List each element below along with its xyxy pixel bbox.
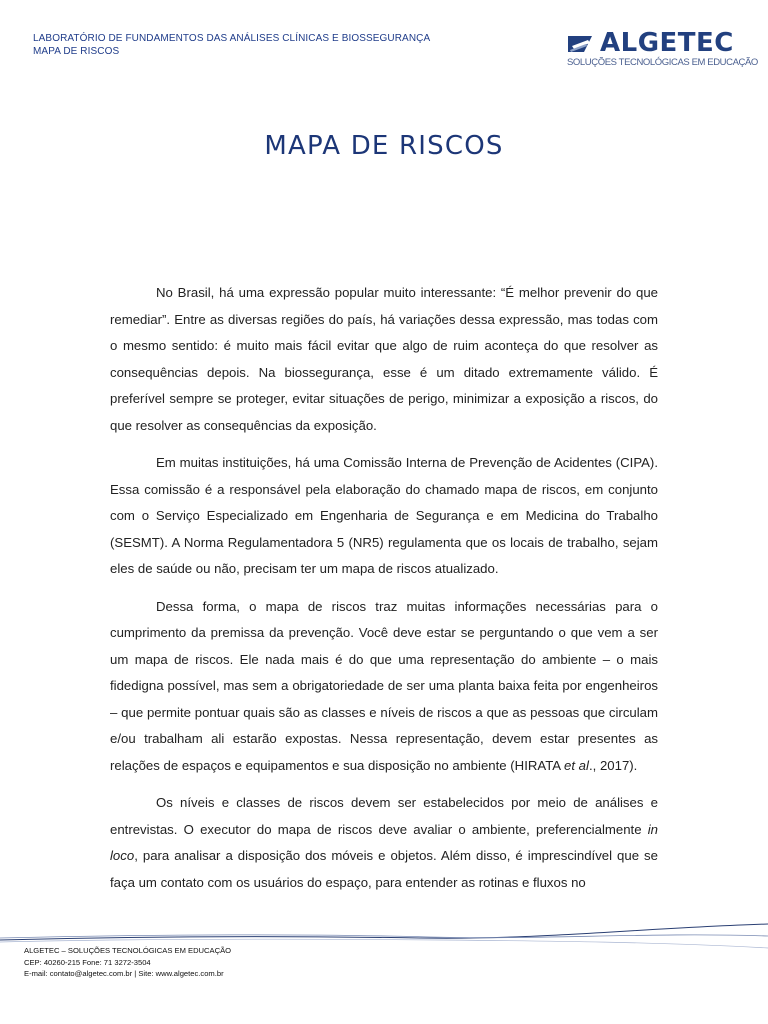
document-body: [110, 280, 658, 896]
paragraph-4: [110, 790, 658, 896]
page-title: MAPA DE RISCOS: [264, 131, 504, 161]
footer-address: CEP: 40260-215 Fone: 71 3272-3504: [24, 957, 151, 967]
citation-italic: et al: [564, 757, 589, 773]
footer-company: ALGETEC – SOLUÇÕES TECNOLÓGICAS EM EDUCAÇÃO: [24, 946, 232, 955]
paragraph-1: No Brasil, há uma expressão popular muito interessante: “É melhor prevenir do que remediar”. Entre as diversas regiões do país, há variações dessa expressão, mas todas com o mesmo sentido: é muito mais fácil evitar que algo de ruim aconteça do que resolver as consequências depois. Na biossegurança, esse é um ditado extremamente válido. É preferível sempre se proteger, evitar situações de perigo, minimizar a exposição a riscos, do que resolver as consequências da exposição.: [110, 285, 658, 433]
logo-wordmark: ALGETEC: [600, 28, 734, 58]
paragraph-2: Em muitas instituições, há uma Comissão Interna de Prevenção de Acidentes (CIPA). Essa comissão é a responsável pela elaboração do chamado mapa de riscos, em conjunto com o Serviço Especializado em Engenharia de Segurança e em Medicina do Trabalho (SESMT). A Norma Regulamentadora 5 (NR5) regulamenta que os locais de trabalho, sejam eles de saúde ou não, precisam ter um mapa de riscos atualizado.: [110, 455, 658, 576]
document-footer: [24, 945, 231, 980]
header-course-title: LABORATÓRIO DE FUNDAMENTOS DAS ANÁLISES CLÍNICAS E BIOSSEGURANÇA: [33, 33, 431, 44]
footer-contact: E-mail: contato@algetec.com.br | Site: www.algetec.com.br: [24, 969, 224, 978]
paragraph-3-text: Dessa forma, o mapa de riscos traz muitas informações necessárias para o cumprimento da premissa da prevenção. Você deve estar se perguntando o que vem a ser um mapa de riscos. Ele nada mais é do que uma representação do ambiente – o mais fidedigna possível, mas sem a obrigatoriedade de ser uma planta baixa feita por engenheiros – que permite pontuar quais são as classes e níveis de riscos a que as pessoas que circulam e/ou trabalham ali estarão expostas. Nessa representação, devem estar presentes as relações de espaços e equipamentos e sua disposição no ambiente (HIRATA: [110, 598, 658, 773]
document-header: [33, 32, 430, 58]
algetec-logo-icon: [566, 32, 598, 56]
header-section-title: MAPA DE RISCOS: [33, 46, 120, 57]
paragraph-3-end: ., 2017).: [588, 757, 638, 773]
logo-tagline: SOLUÇÕES TECNOLÓGICAS EM EDUCAÇÃO: [567, 57, 758, 68]
in-loco-italic: in loco: [110, 821, 658, 863]
algetec-logo: [566, 28, 758, 70]
paragraph-3: [110, 594, 658, 780]
paragraph-4-text: Os níveis e classes de riscos devem ser estabelecidos por meio de análises e entrevistas. O executor do mapa de riscos deve avaliar o ambiente, preferencialmente: [110, 795, 658, 837]
paragraph-4-end: , para analisar a disposição dos móveis e objetos. Além disso, é imprescindível que se faça um contato com os usuários do espaço, para entender as rotinas e fluxos no: [110, 848, 658, 890]
